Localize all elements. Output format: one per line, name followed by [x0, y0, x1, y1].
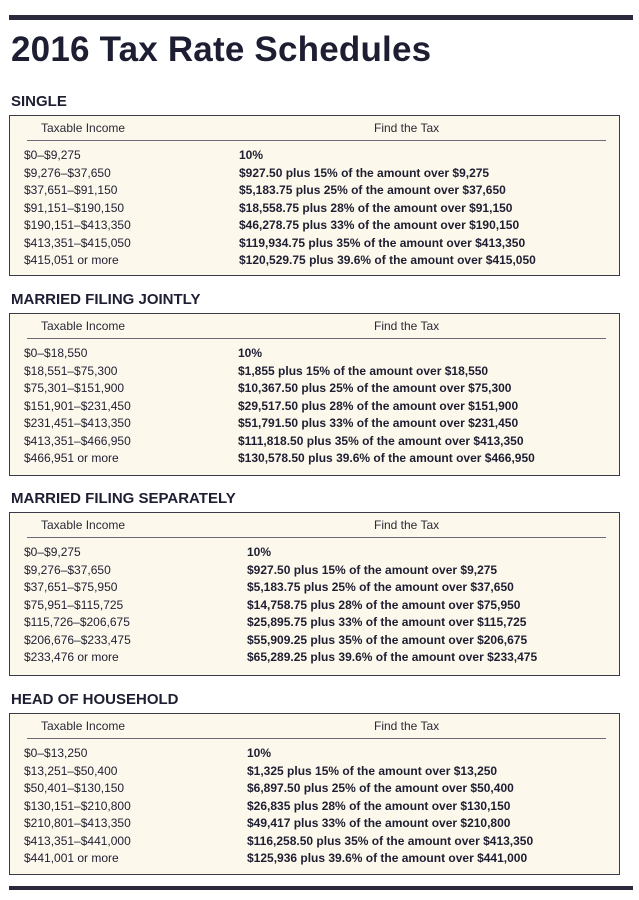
table-row — [10, 597, 619, 615]
taxable-income-cell: $441,001 or more — [24, 851, 119, 865]
find-the-tax-cell: $6,897.50 plus 25% of the amount over $50,400 — [247, 781, 514, 795]
find-the-tax-cell: $927.50 plus 15% of the amount over $9,275 — [247, 562, 498, 577]
taxable-income-cell: $75,301–$151,900 — [24, 381, 125, 395]
find-the-tax-cell: $130,578.50 plus 39.6% of the amount over $466,950 — [238, 451, 535, 465]
table-row — [10, 815, 619, 833]
find-the-tax-cell: 10% — [238, 346, 263, 360]
table-header — [10, 714, 619, 735]
taxable-income-cell: $233,476 or more — [24, 650, 119, 664]
find-the-tax-cell: $51,791.50 plus 33% of the amount over $231,450 — [238, 416, 519, 430]
taxable-income-cell: $75,951–$115,725 — [24, 597, 124, 612]
taxable-income-cell: $130,151–$210,800 — [24, 798, 131, 813]
table-row — [10, 415, 619, 433]
find-the-tax-cell: $116,258.50 plus 35% of the amount over $413,350 — [247, 833, 534, 848]
section-heading-married-filing-separately: MARRIED FILING SEPARATELY — [11, 490, 236, 507]
table-body — [10, 544, 619, 667]
find-the-tax-cell: $1,325 plus 15% of the amount over $13,250 — [247, 763, 498, 778]
find-the-tax-cell: $927.50 plus 15% of the amount over $9,275 — [239, 165, 490, 180]
taxable-income-cell: $91,151–$190,150 — [24, 200, 125, 215]
find-the-tax-cell: $18,558.75 plus 28% of the amount over $91,150 — [239, 200, 513, 215]
column-header-taxable-income: Taxable Income — [41, 319, 126, 333]
taxable-income-cell: $37,651–$75,950 — [24, 580, 118, 594]
table-row — [10, 380, 619, 398]
table-row — [10, 398, 619, 416]
find-the-tax-cell: $10,367.50 plus 25% of the amount over $75,300 — [238, 381, 512, 395]
schedule-table-single — [9, 115, 620, 276]
table-row — [10, 579, 619, 597]
table-row — [10, 798, 619, 816]
column-header-find-the-tax: Find the Tax — [374, 518, 440, 532]
find-the-tax-cell: $49,417 plus 33% of the amount over $210,800 — [247, 816, 511, 830]
table-row — [10, 833, 619, 851]
column-header-find-the-tax: Find the Tax — [374, 319, 440, 333]
table-header — [10, 314, 619, 335]
table-row — [10, 363, 619, 381]
column-header-taxable-income: Taxable Income — [41, 719, 126, 733]
table-header — [10, 513, 619, 534]
schedule-table-head-of-household — [9, 713, 620, 875]
taxable-income-cell: $231,451–$413,350 — [24, 416, 131, 430]
taxable-income-cell: $0–$9,275 — [24, 545, 81, 559]
bottom-rule — [9, 886, 633, 890]
find-the-tax-cell: $25,895.75 plus 33% of the amount over $115,725 — [247, 615, 527, 629]
find-the-tax-cell: $46,278.75 plus 33% of the amount over $190,150 — [239, 218, 520, 232]
schedule-table-married-filing-separately — [9, 512, 620, 676]
table-row — [10, 235, 619, 253]
section-heading-head-of-household: HEAD OF HOUSEHOLD — [11, 691, 179, 708]
find-the-tax-cell: $26,835 plus 28% of the amount over $130,150 — [247, 798, 511, 813]
taxable-income-cell: $0–$13,250 — [24, 746, 88, 760]
find-the-tax-cell: $120,529.75 plus 39.6% of the amount over $415,050 — [239, 253, 536, 267]
column-header-taxable-income: Taxable Income — [41, 121, 126, 135]
table-row — [10, 252, 619, 270]
find-the-tax-cell: 10% — [239, 148, 264, 162]
taxable-income-cell: $115,726–$206,675 — [24, 615, 130, 629]
taxable-income-cell: $0–$9,275 — [24, 148, 81, 162]
find-the-tax-cell: $1,855 plus 15% of the amount over $18,550 — [238, 363, 489, 378]
table-row — [10, 433, 619, 451]
table-row — [10, 562, 619, 580]
find-the-tax-cell: 10% — [247, 545, 272, 559]
find-the-tax-cell: $5,183.75 plus 25% of the amount over $37,650 — [247, 580, 514, 594]
taxable-income-cell: $413,351–$466,950 — [24, 433, 131, 448]
table-body — [10, 745, 619, 868]
table-row — [10, 780, 619, 798]
table-row — [10, 745, 619, 763]
table-row — [10, 544, 619, 562]
taxable-income-cell: $415,051 or more — [24, 253, 119, 267]
taxable-income-cell: $190,151–$413,350 — [24, 218, 131, 232]
column-header-taxable-income: Taxable Income — [41, 518, 126, 532]
table-body — [10, 345, 619, 468]
table-row — [10, 632, 619, 650]
header-divider — [27, 738, 606, 739]
top-rule — [9, 15, 633, 20]
section-heading-married-filing-jointly: MARRIED FILING JOINTLY — [11, 291, 201, 308]
table-row — [10, 345, 619, 363]
table-row — [10, 217, 619, 235]
find-the-tax-cell: $29,517.50 plus 28% of the amount over $151,900 — [238, 398, 519, 413]
taxable-income-cell: $9,276–$37,650 — [24, 562, 111, 577]
taxable-income-cell: $413,351–$441,000 — [24, 833, 131, 848]
header-divider — [27, 140, 606, 141]
taxable-income-cell: $413,351–$415,050 — [24, 235, 131, 250]
table-row — [10, 649, 619, 667]
table-row — [10, 147, 619, 165]
table-row — [10, 850, 619, 868]
table-row — [10, 614, 619, 632]
table-row — [10, 182, 619, 200]
taxable-income-cell: $50,401–$130,150 — [24, 781, 125, 795]
find-the-tax-cell: $14,758.75 plus 28% of the amount over $75,950 — [247, 597, 521, 612]
schedule-table-married-filing-jointly — [9, 313, 620, 476]
find-the-tax-cell: $119,934.75 plus 35% of the amount over $413,350 — [239, 235, 526, 250]
header-divider — [27, 338, 606, 339]
find-the-tax-cell: $111,818.50 plus 35% of the amount over $413,350 — [238, 433, 524, 448]
column-header-find-the-tax: Find the Tax — [374, 719, 440, 733]
taxable-income-cell: $9,276–$37,650 — [24, 165, 111, 180]
table-body — [10, 147, 619, 270]
find-the-tax-cell: $5,183.75 plus 25% of the amount over $37,650 — [239, 183, 506, 197]
taxable-income-cell: $18,551–$75,300 — [24, 363, 118, 378]
find-the-tax-cell: $55,909.25 plus 35% of the amount over $206,675 — [247, 632, 528, 647]
page-title: 2016 Tax Rate Schedules — [11, 30, 432, 69]
taxable-income-cell: $206,676–$233,475 — [24, 632, 131, 647]
header-divider — [27, 537, 606, 538]
find-the-tax-cell: $125,936 plus 39.6% of the amount over $441,000 — [247, 851, 528, 865]
taxable-income-cell: $37,651–$91,150 — [24, 183, 118, 197]
taxable-income-cell: $466,951 or more — [24, 451, 119, 465]
table-row — [10, 200, 619, 218]
find-the-tax-cell: $65,289.25 plus 39.6% of the amount over $233,475 — [247, 650, 538, 664]
taxable-income-cell: $13,251–$50,400 — [24, 763, 118, 778]
section-heading-single: SINGLE — [11, 93, 67, 110]
table-row — [10, 450, 619, 468]
taxable-income-cell: $210,801–$413,350 — [24, 816, 131, 830]
taxable-income-cell: $0–$18,550 — [24, 346, 88, 360]
table-row — [10, 165, 619, 183]
column-header-find-the-tax: Find the Tax — [374, 121, 440, 135]
table-row — [10, 763, 619, 781]
find-the-tax-cell: 10% — [247, 746, 272, 760]
taxable-income-cell: $151,901–$231,450 — [24, 398, 131, 413]
table-header — [10, 116, 619, 137]
